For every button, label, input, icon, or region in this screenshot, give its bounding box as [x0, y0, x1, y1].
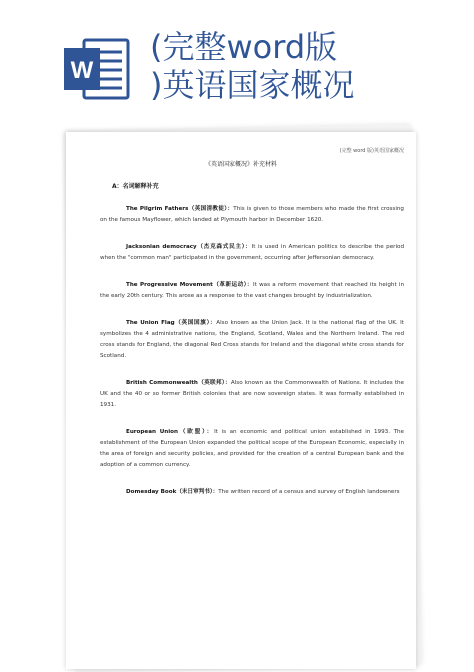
entry-term-chinese: （末日审判书）： [176, 489, 219, 495]
entry-definition: It was a reform movement that reached its height in the early 20th century. This arose as a response to the vast changes brought by industrialization. [100, 282, 405, 299]
entry-term: Jacksonian democracy [126, 244, 197, 250]
banner-title-line-1: (完整word版 [150, 28, 338, 66]
entry-term-chinese: （杰克森式民主）： [196, 244, 252, 250]
entry-term: The Pilgrim Fathers [126, 206, 189, 212]
entry-pilgrim-fathers [100, 204, 404, 226]
entry-term: The Union Flag [126, 320, 175, 326]
document-page [66, 132, 416, 669]
entry-domesday-book [100, 487, 404, 498]
entry-union-flag [100, 318, 404, 362]
page-header-note: (完整 word 版)英语国家概况 [339, 148, 404, 154]
entry-term-chinese: （英国清教徒）： [188, 206, 234, 212]
entry-term-chinese: （欧盟）： [178, 429, 215, 435]
entry-jacksonian-democracy [100, 242, 404, 264]
section-heading: A：名词解释补充 [112, 183, 159, 190]
banner-title-line-2: )英语国家概况 [150, 66, 355, 104]
entry-term-chinese: （革新运动）： [212, 282, 254, 288]
entry-definition: Also known as the Commonwealth of Nations. It includes the UK and the 40 or so former British colonies that are now sovereign states. It was formally established in 1931. [100, 380, 404, 408]
entry-term-chinese: （英国国旗）： [174, 320, 217, 326]
entry-european-union [100, 427, 404, 471]
entry-term: British Commonwealth [126, 380, 198, 386]
entry-progressive-movement [100, 280, 404, 302]
entry-definition: It is used in American politics to describe the period when the "common man" participated in the government, occurring after Jeffersonian democracy. [100, 244, 404, 261]
entry-term-chinese: （英联邦）： [197, 380, 231, 386]
word-icon-letter: W [70, 57, 94, 84]
document-banner [0, 0, 474, 120]
entry-term: The Progressive Movement [126, 282, 213, 288]
banner-title [150, 28, 470, 104]
entry-definition: It is an economic and political union established in 1993. The establishment of the European Union expanded the political scope of the European Economic, especially in the area of foreign and security policies, and provided for the creation of a central European bank and the adoption of a common currency. [100, 429, 404, 468]
entry-term: Domesday Book [126, 489, 177, 495]
word-document-icon [62, 36, 132, 102]
entry-term: European Union [126, 429, 178, 435]
entry-definition: This is given to those members who made the first crossing on the famous Mayflower, which landed at Plymouth harbor in December 1620. [100, 206, 404, 223]
entry-definition: The written record of a census and survey of English landowners [218, 489, 400, 495]
document-title: 《英语国家概况》补充材料 [204, 161, 277, 168]
entry-definition: Also known as the Union Jack. It is the national flag of the UK. It symbolizes the 4 administrative nations, the England, Scotland, Wales and the Northern Ireland. The red cross stands for England, the diagonal Red Cross stands for Ireland and the diagonal white cross stands for Scotland. [100, 320, 404, 359]
entry-british-commonwealth [100, 378, 404, 411]
